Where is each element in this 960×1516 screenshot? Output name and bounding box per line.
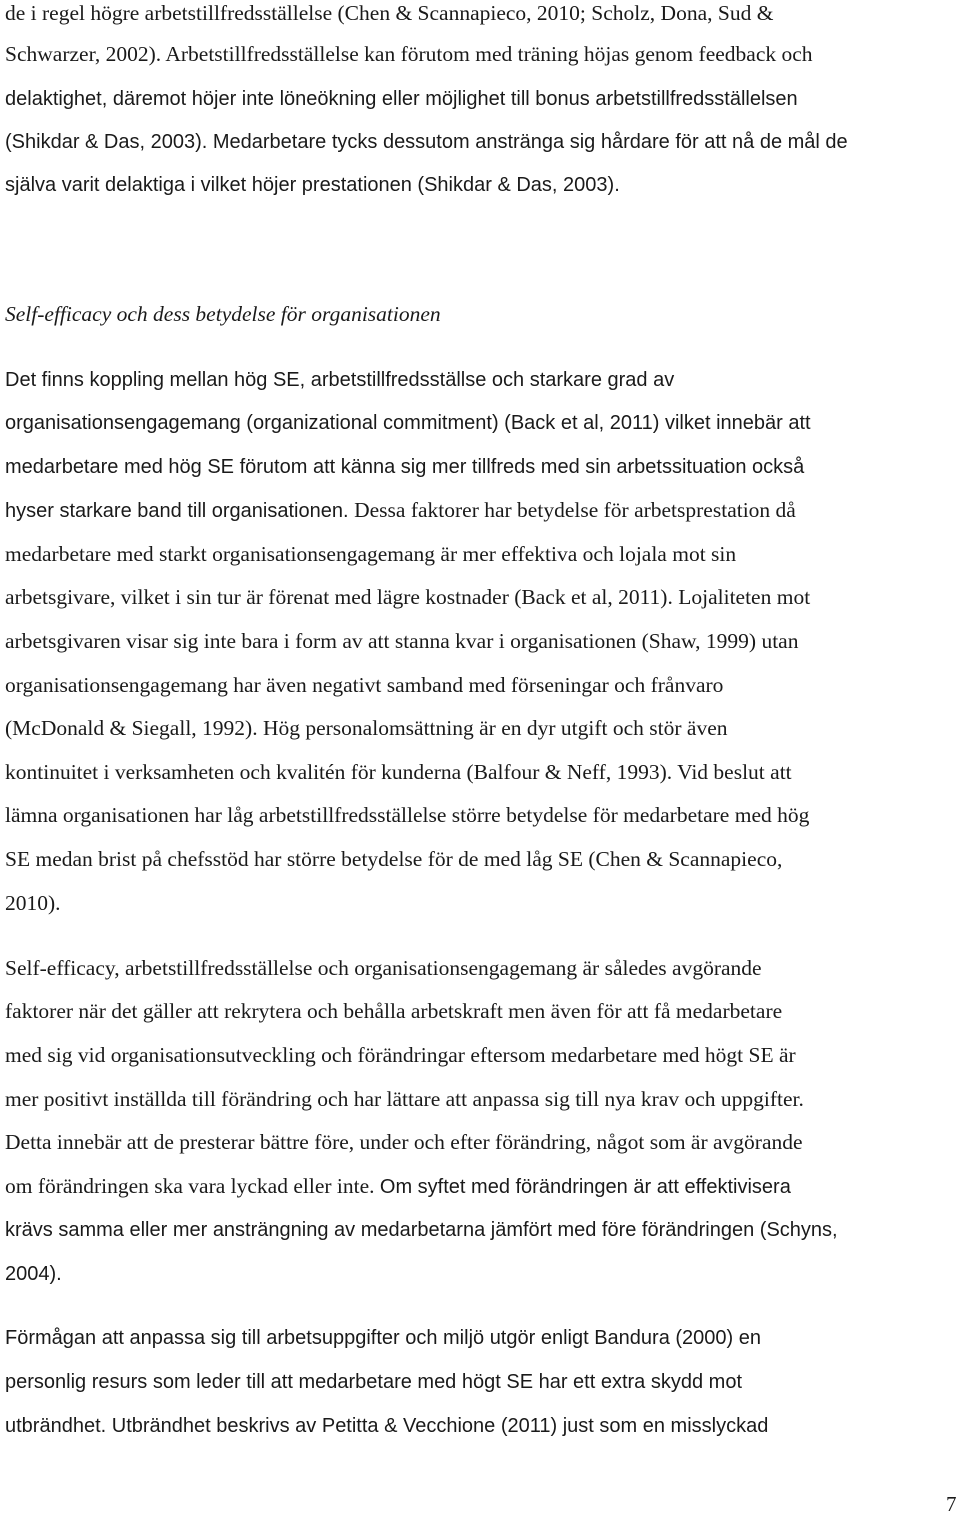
para1-line-4-part-a: hyser starkare band till organisationen. xyxy=(5,500,355,522)
intro-line-4: (Shikdar & Das, 2003). Medarbetare tycks dessutom anstränga sig hårdare för att nå de mål de xyxy=(5,131,848,153)
para1-line-1: Det finns koppling mellan hög SE, arbetstillfredsställse och starkare grad av xyxy=(5,369,675,391)
intro-line-5: själva varit delaktiga i vilket höjer prestationen (Shikdar & Das, 2003). xyxy=(5,174,620,196)
para2-line-6 xyxy=(5,1173,791,1199)
para1-line-6: arbetsgivare, vilket i sin tur är förenat med lägre kostnader (Back et al, 2011). Lojaliteten mot xyxy=(5,585,811,609)
para3-line-1: Förmågan att anpassa sig till arbetsuppgifter och miljö utgör enligt Bandura (2000) en xyxy=(5,1327,761,1349)
para2-line-3: med sig vid organisationsutveckling och förändringar eftersom medarbetare med högt SE är xyxy=(5,1043,796,1067)
para2-line-2: faktorer när det gäller att rekrytera och behålla arbetskraft men även för att få medarbetare xyxy=(5,999,783,1023)
para1-line-12: SE medan brist på chefsstöd har större betydelse för de med låg SE (Chen & Scannapieco, xyxy=(5,847,783,871)
intro-line-2: Schwarzer, 2002). Arbetstillfredsställelse kan förutom med träning höjas genom feedback och xyxy=(5,42,813,66)
para2-line-6-part-a: om förändringen ska vara lyckad eller inte. xyxy=(5,1174,380,1198)
para2-line-7: krävs samma eller mer ansträngning av medarbetarna jämfört med före förändringen (Schyns, xyxy=(5,1219,838,1241)
para3-line-3-part-b: Utbrändhet beskrivs av Petitta & Vecchione (2011) just som en misslyckad xyxy=(111,1415,769,1437)
page-number: 7 xyxy=(946,1492,957,1516)
para1-line-13: 2010). xyxy=(5,891,61,915)
intro-line-3: delaktighet, däremot höjer inte löneökning eller möjlighet till bonus arbetstillfredsställelsen xyxy=(5,88,798,110)
para1-line-4 xyxy=(5,497,796,523)
intro-line-1: de i regel högre arbetstillfredsställelse (Chen & Scannapieco, 2010; Scholz, Dona, Sud & xyxy=(5,1,774,25)
para2-line-8: 2004). xyxy=(5,1263,62,1285)
para2-line-1: Self-efficacy, arbetstillfredsställelse och organisationsengagemang är således avgörande xyxy=(5,956,762,980)
section-heading: Self-efficacy och dess betydelse för organisationen xyxy=(5,302,441,326)
para1-line-2: organisationsengagemang (organizational commitment) (Back et al, 2011) vilket innebär att xyxy=(5,412,811,434)
para2-line-6-part-b: Om syftet med förändringen är att effektivisera xyxy=(379,1176,791,1198)
para1-line-5: medarbetare med starkt organisationsengagemang är mer effektiva och lojala mot sin xyxy=(5,542,737,566)
para1-line-11: lämna organisationen har låg arbetstillfredsställelse större betydelse för medarbetare med hög xyxy=(5,803,810,827)
para1-line-7: arbetsgivaren visar sig inte bara i form av att stanna kvar i organisationen (Shaw, 1999) utan xyxy=(5,629,799,653)
para3-line-3-part-a: utbrändhet. xyxy=(5,1415,112,1437)
para1-line-8: organisationsengagemang har även negativt samband med förseningar och frånvaro xyxy=(5,673,724,697)
para1-line-3: medarbetare med hög SE förutom att känna sig mer tillfreds med sin arbetssituation också xyxy=(5,456,805,478)
para1-line-9: (McDonald & Siegall, 1992). Hög personalomsättning är en dyr utgift och stör även xyxy=(5,716,728,740)
para1-line-4-part-b: Dessa faktorer har betydelse för arbetsprestation då xyxy=(354,498,796,522)
para2-line-5: Detta innebär att de presterar bättre före, under och efter förändring, något som är avgörande xyxy=(5,1130,803,1154)
para1-line-10: kontinuitet i verksamheten och kvalitén för kunderna (Balfour & Neff, 1993). Vid beslut att xyxy=(5,760,792,784)
para3-line-2: personlig resurs som leder till att medarbetare med högt SE har ett extra skydd mot xyxy=(5,1371,743,1393)
para2-line-4: mer positivt inställda till förändring och har lättare att anpassa sig till nya krav och uppgifter. xyxy=(5,1087,804,1111)
para3-line-3 xyxy=(5,1412,768,1438)
